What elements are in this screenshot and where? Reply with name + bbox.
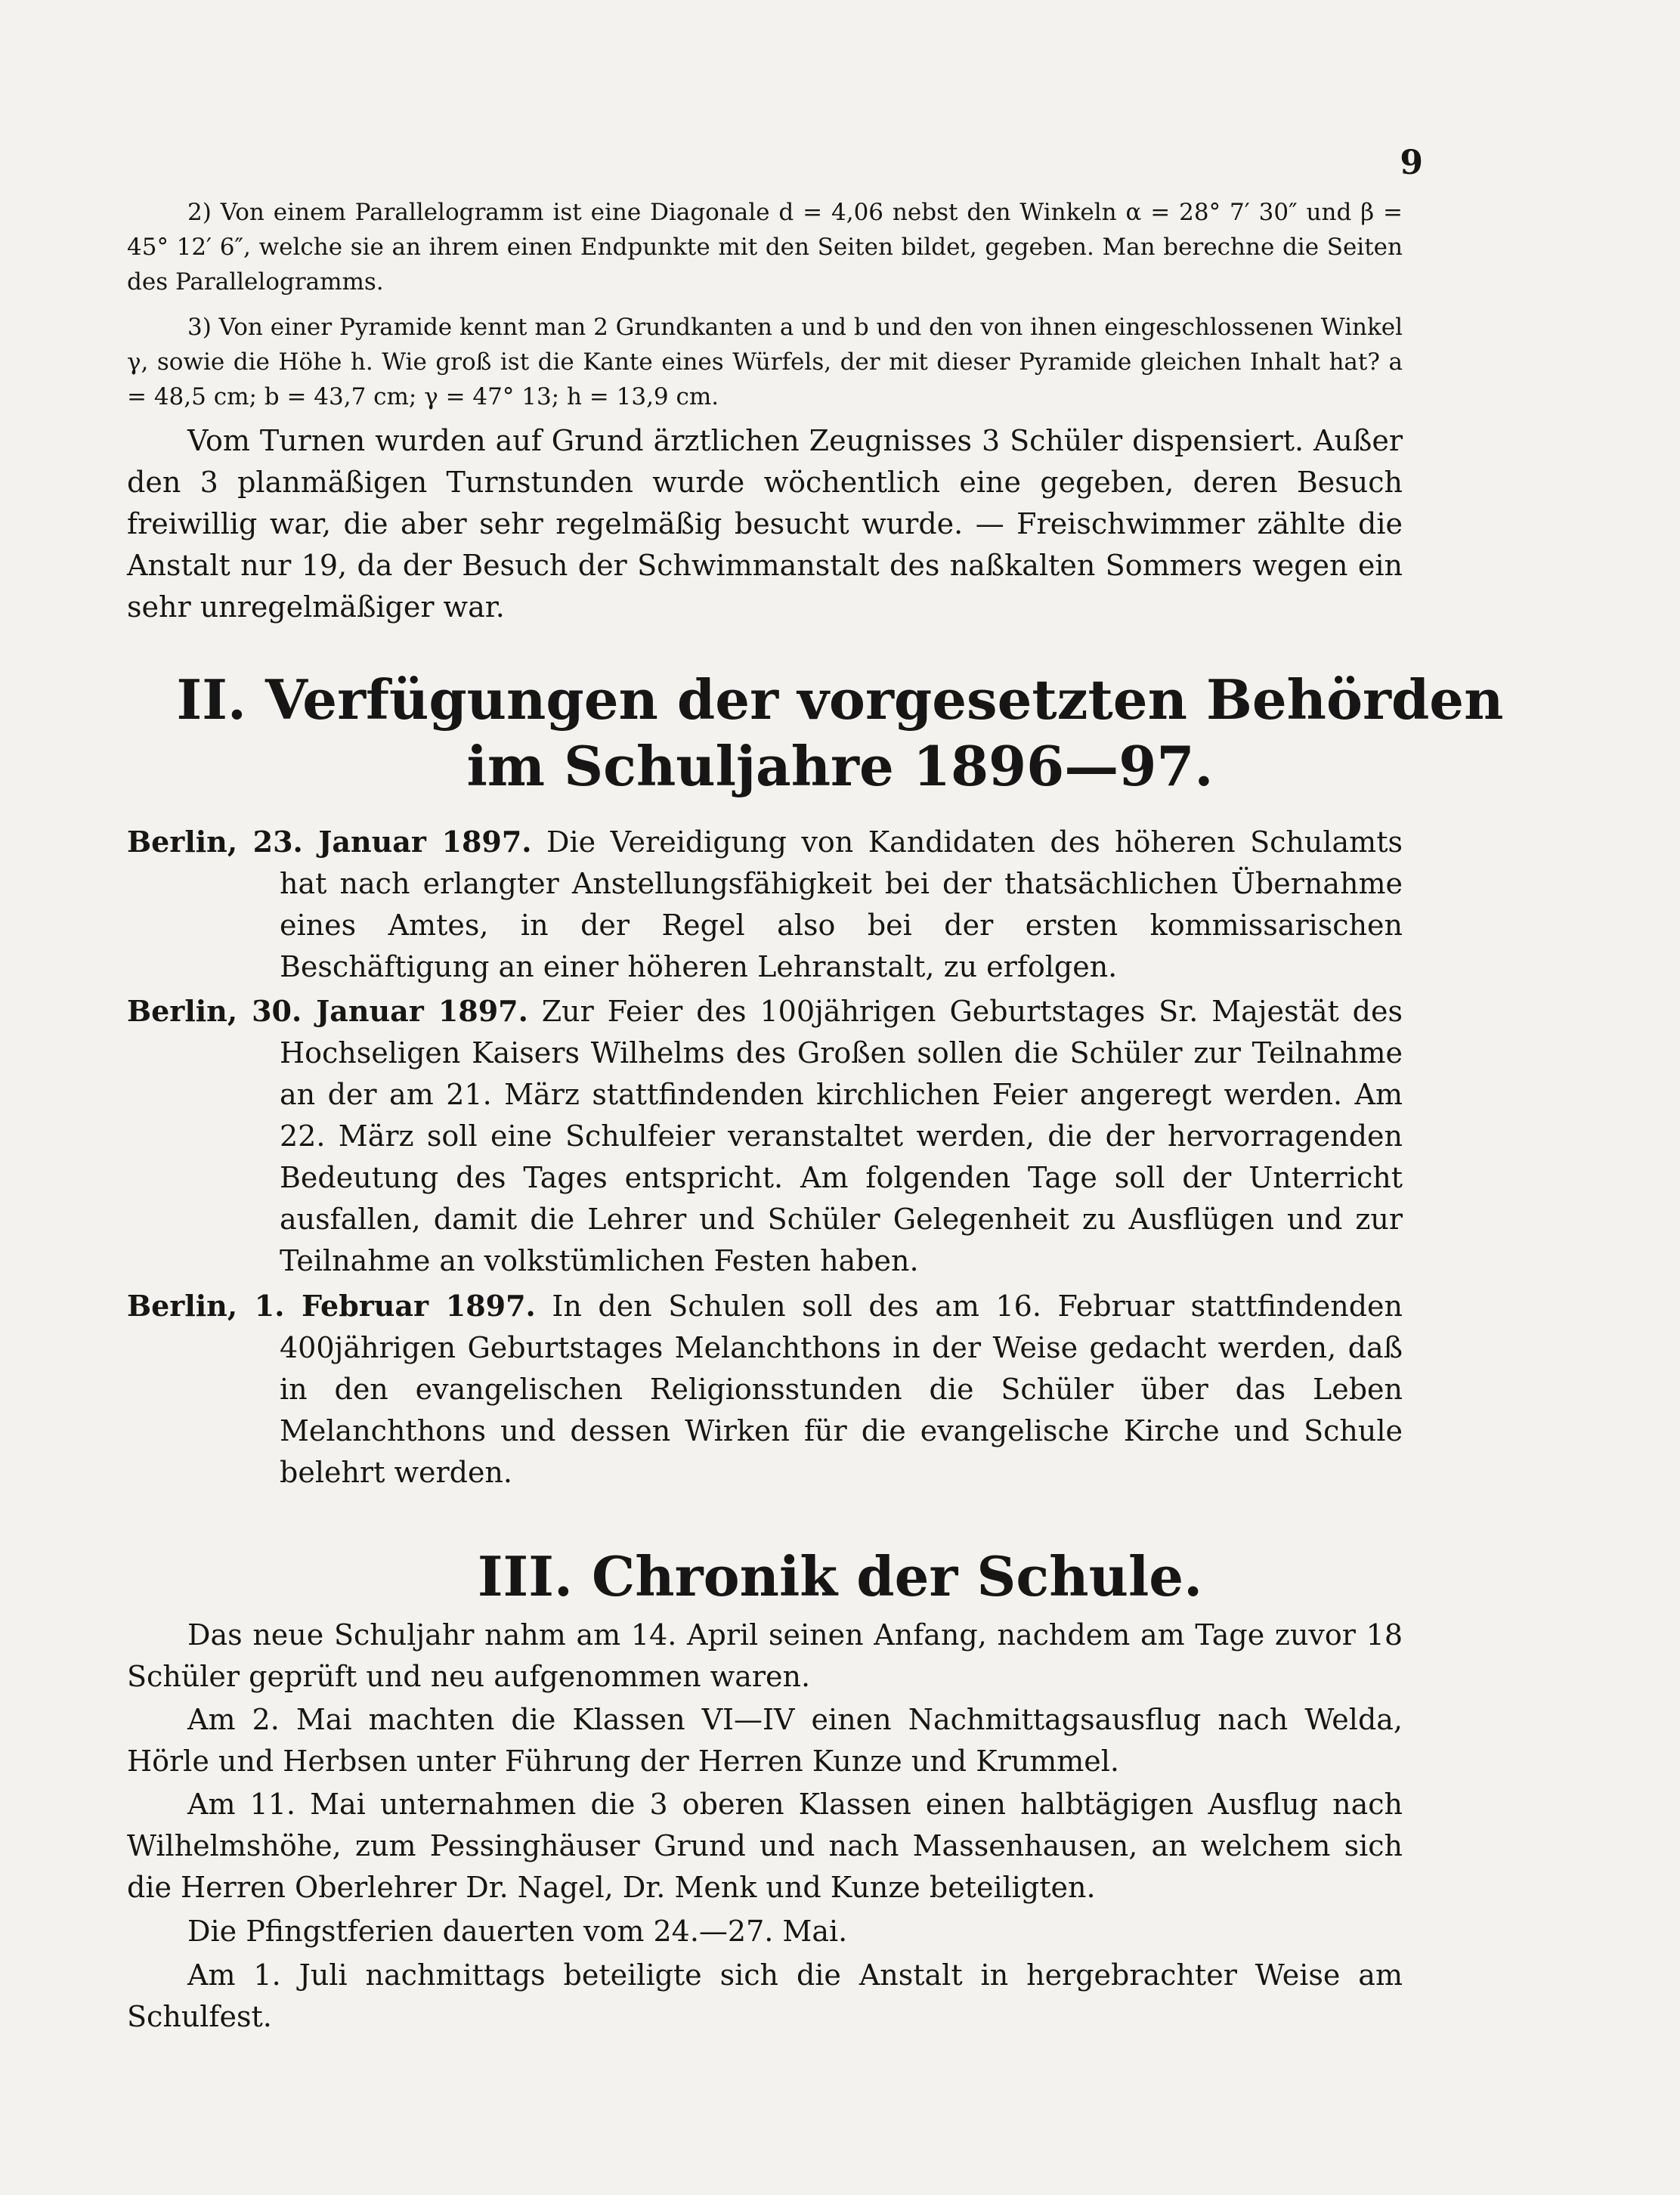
decree-text-2: Zur Feier des 100jährigen Geburtstages Sr. Majestät des Hochseligen Kaisers Wilhelms des Großen sollen die Schüler zur Teilnahme an der am 21. März stattfindenden kirchlichen Feier angeregt werden. Am 22. März soll eine Schulfeier veranstaltet werden, die der hervorragenden Bedeutung des Tages entspricht. Am folgenden Tage soll der Unterricht ausfallen, damit die Lehrer und Schüler Gelegenheit zu Ausflügen und zur Teilnahme an volkstümlichen Festen haben. <box>280 995 1403 1277</box>
decree-date-2: Berlin, 30. Januar 1897. <box>127 994 528 1028</box>
decree-text-1: Die Vereidigung von Kandidaten des höheren Schulamts hat nach erlangter Anstellungsfähigkeit bei der thatsächlichen Übernahme eines Amtes, in der Regel also bei der ersten kommissarischen Beschäftigung an einer höheren Lehranstalt, zu erfolgen. <box>280 825 1403 983</box>
page-number: 9 <box>1400 144 1423 182</box>
exercise-2: 2) Von einem Parallelogramm ist eine Diagonale d = 4,06 nebst den Winkeln α = 28° 7′ 30″ und β = 45° 12′ 6″, welche sie an ihrem einen Endpunkte mit den Seiten bildet, gegeben. Man berechne die Seiten des Parallelogramms. <box>127 199 1403 296</box>
decree-entry-1 <box>127 821 1403 988</box>
turnen-paragraph: Vom Turnen wurden auf Grund ärztlichen Zeugnisses 3 Schüler dispensiert. Außer den 3 planmäßigen Turnstunden wurde wöchentlich eine gegeben, deren Besuch freiwillig war, die aber sehr regelmäßig besucht wurde. — Freischwimmer zählte die Anstalt nur 19, da der Besuch der Schwimmanstalt des naßkalten Sommers wegen ein sehr unregelmäßiger war. <box>127 424 1403 624</box>
chronicle-paragraph-5: Am 1. Juli nachmittags beteiligte sich die Anstalt in hergebrachter Weise am Schulfest. <box>127 1958 1403 2033</box>
chronicle-paragraph-3: Am 11. Mai unternahmen die 3 oberen Klassen einen halbtägigen Ausflug nach Wilhelmshöhe, zum Pessinghäuser Grund und nach Massenhausen, an welchem sich die Herren Oberlehrer Dr. Nagel, Dr. Menk und Kunze beteiligten. <box>127 1788 1403 1904</box>
exercise-3: 3) Von einer Pyramide kennt man 2 Grundkanten a und b und den von ihnen eingeschlossenen Winkel γ, sowie die Höhe h. Wie groß ist die Kante eines Würfels, der mit dieser Pyramide gleichen Inhalt hat? a = 48,5 cm; b = 43,7 cm; γ = 47° 13; h = 13,9 cm. <box>127 314 1403 410</box>
decree-entry-2 <box>127 990 1403 1282</box>
chronicle-paragraph-1: Das neue Schuljahr nahm am 14. April seinen Anfang, nachdem am Tage zuvor 18 Schüler geprüft und neu aufgenommen waren. <box>127 1618 1403 1693</box>
section-2-heading-line-2: im Schuljahre 1896—97. <box>466 734 1214 798</box>
decree-text-3: In den Schulen soll des am 16. Februar stattfindenden 400jährigen Geburtstages Melanchthons in der Weise gedacht werden, daß in den evangelischen Religionsstunden die Schüler über das Leben Melanchthons und dessen Wirken für die evangelische Kirche und Schule belehrt werden. <box>280 1289 1403 1489</box>
chronicle-paragraph-2: Am 2. Mai machten die Klassen VI—IV einen Nachmittagsausflug nach Welda, Hörle und Herbsen unter Führung der Herren Kunze und Krummel. <box>127 1703 1403 1778</box>
section-2-heading-line-1: II. Verfügungen der vorgesetzten Behörden <box>176 667 1504 732</box>
decree-entry-3 <box>127 1285 1403 1494</box>
section-3-heading: III. Chronik der Schule. <box>477 1544 1203 1608</box>
decree-date-1: Berlin, 23. Januar 1897. <box>127 825 532 859</box>
decree-date-3: Berlin, 1. Februar 1897. <box>127 1289 536 1323</box>
chronicle-paragraph-4: Die Pfingstferien dauerten vom 24.—27. Mai. <box>187 1915 848 1948</box>
